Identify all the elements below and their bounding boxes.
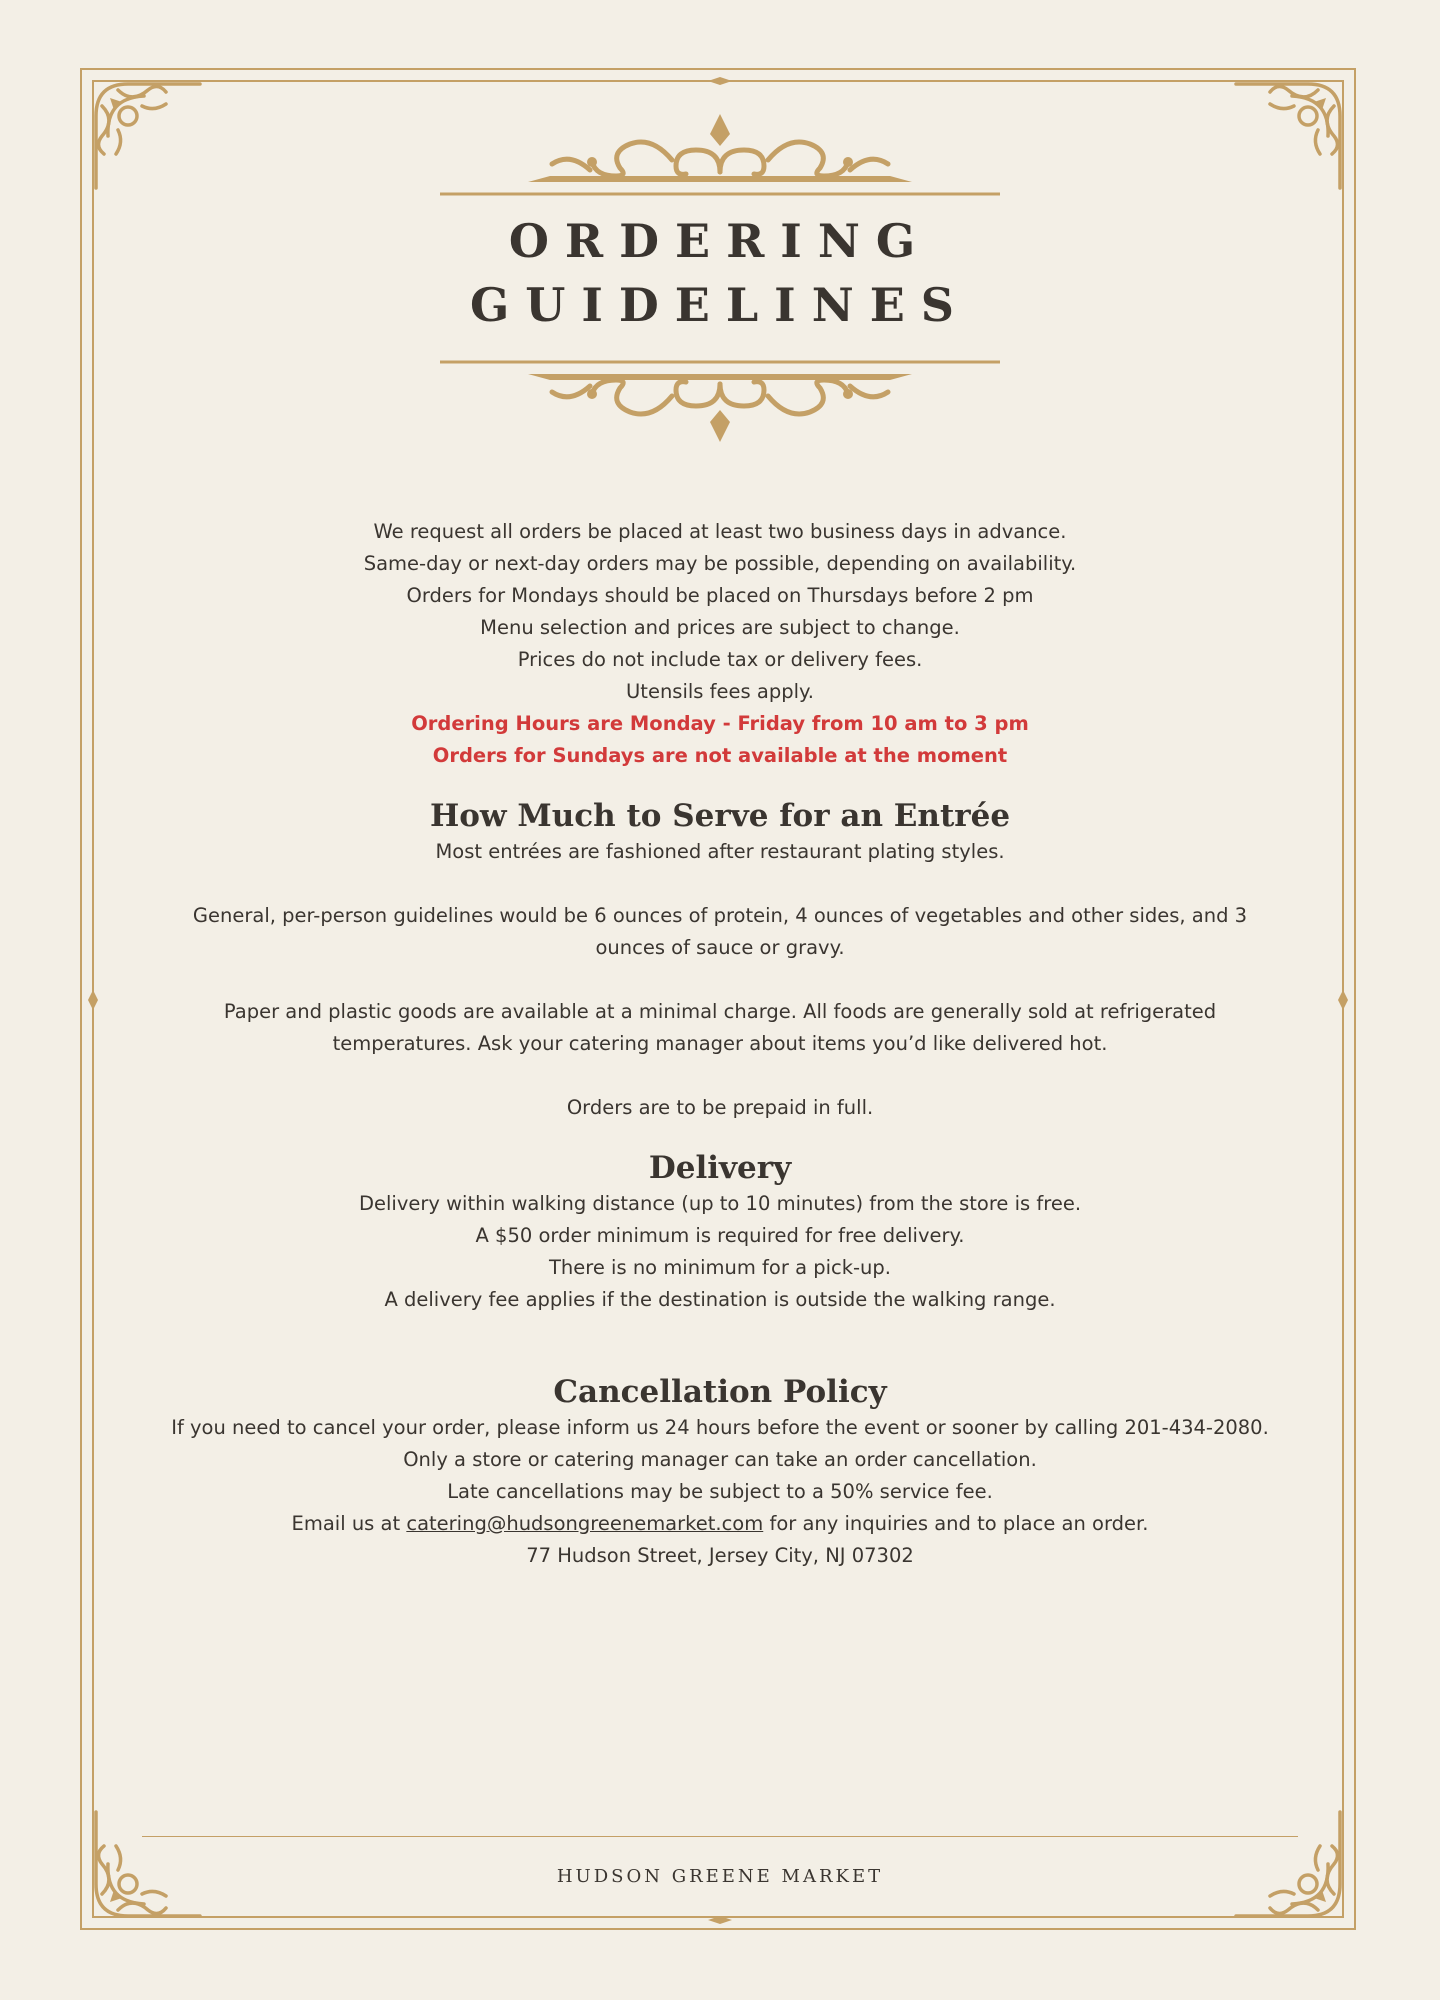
delivery-section [140,1148,1300,1316]
delivery-heading: Delivery [648,1150,792,1186]
paper-goods-note: temperatures. Ask your catering manager about items you’d like delivered hot. [332,1032,1108,1055]
diamond-tick-icon [708,1916,732,1924]
paper-goods-note: Paper and plastic goods are available at a minimal charge. All foods are generally sold at refrigerated [223,1000,1217,1023]
prepaid-note: Orders are to be prepaid in full. [566,1096,874,1119]
serving-guidelines: ounces of sauce or gravy. [595,936,845,959]
ornate-corner-icon [1228,1804,1348,1924]
serving-subtitle: Most entrées are fashioned after restaurant plating styles. [435,840,1005,863]
ornate-corner-icon [88,76,208,196]
cancellation-section [140,1372,1300,1572]
serving-section [140,796,1300,1124]
ornate-corner-icon [88,1804,208,1924]
cancellation-line: Only a store or catering manager can take an order cancellation. [403,1448,1037,1471]
intro-line: Same-day or next-day orders may be possible, depending on availability. [363,552,1077,575]
ornate-corner-icon [1228,76,1348,196]
page-header [420,110,1020,440]
delivery-line: A $50 order minimum is required for free delivery. [475,1224,965,1247]
email-link[interactable]: catering@hudsongreenemarket.com [406,1512,764,1535]
cancellation-line: If you need to cancel your order, please inform us 24 hours before the event or sooner by calling 201-434-2080. [171,1416,1269,1439]
cancellation-line: Late cancellations may be subject to a 50% service fee. [447,1480,993,1503]
intro-line: Utensils fees apply. [626,680,814,703]
serving-guidelines: General, per-person guidelines would be 6 ounces of protein, 4 ounces of vegetables and other sides, and 3 [192,904,1248,927]
email-suffix: for any inquiries and to place an order. [769,1512,1149,1535]
delivery-line: A delivery fee applies if the destination is outside the walking range. [384,1288,1056,1311]
flourish-bottom-icon [420,346,1020,446]
flourish-top-icon [420,110,1020,210]
email-line [140,1508,1300,1540]
intro-line: We request all orders be placed at least two business days in advance. [373,520,1067,543]
diamond-tick-icon [708,77,732,85]
email-prefix: Email us at [291,1512,401,1535]
cancellation-heading: Cancellation Policy [553,1374,887,1410]
intro-line: Prices do not include tax or delivery fees. [517,648,923,671]
page-title-line2: GUIDELINES [469,278,971,332]
store-address: 77 Hudson Street, Jersey City, NJ 07302 [526,1544,914,1567]
intro-line: Menu selection and prices are subject to change. [480,616,960,639]
delivery-line: Delivery within walking distance (up to 10 minutes) from the store is free. [358,1192,1082,1215]
footer-divider [142,1836,1298,1837]
sunday-orders-alert: Orders for Sundays are not available at the moment [432,744,1008,767]
diamond-tick-icon [88,990,98,1010]
intro-section [140,516,1300,772]
serving-heading: How Much to Serve for an Entrée [429,798,1011,834]
page-title-line1: ORDERING [508,214,932,268]
delivery-line: There is no minimum for a pick-up. [549,1256,891,1279]
footer-brand: HUDSON GREENE MARKET [556,1866,884,1887]
ordering-hours-alert: Ordering Hours are Monday - Friday from 10 am to 3 pm [411,712,1029,735]
intro-line: Orders for Mondays should be placed on Thursdays before 2 pm [406,584,1034,607]
diamond-tick-icon [1338,990,1348,1010]
